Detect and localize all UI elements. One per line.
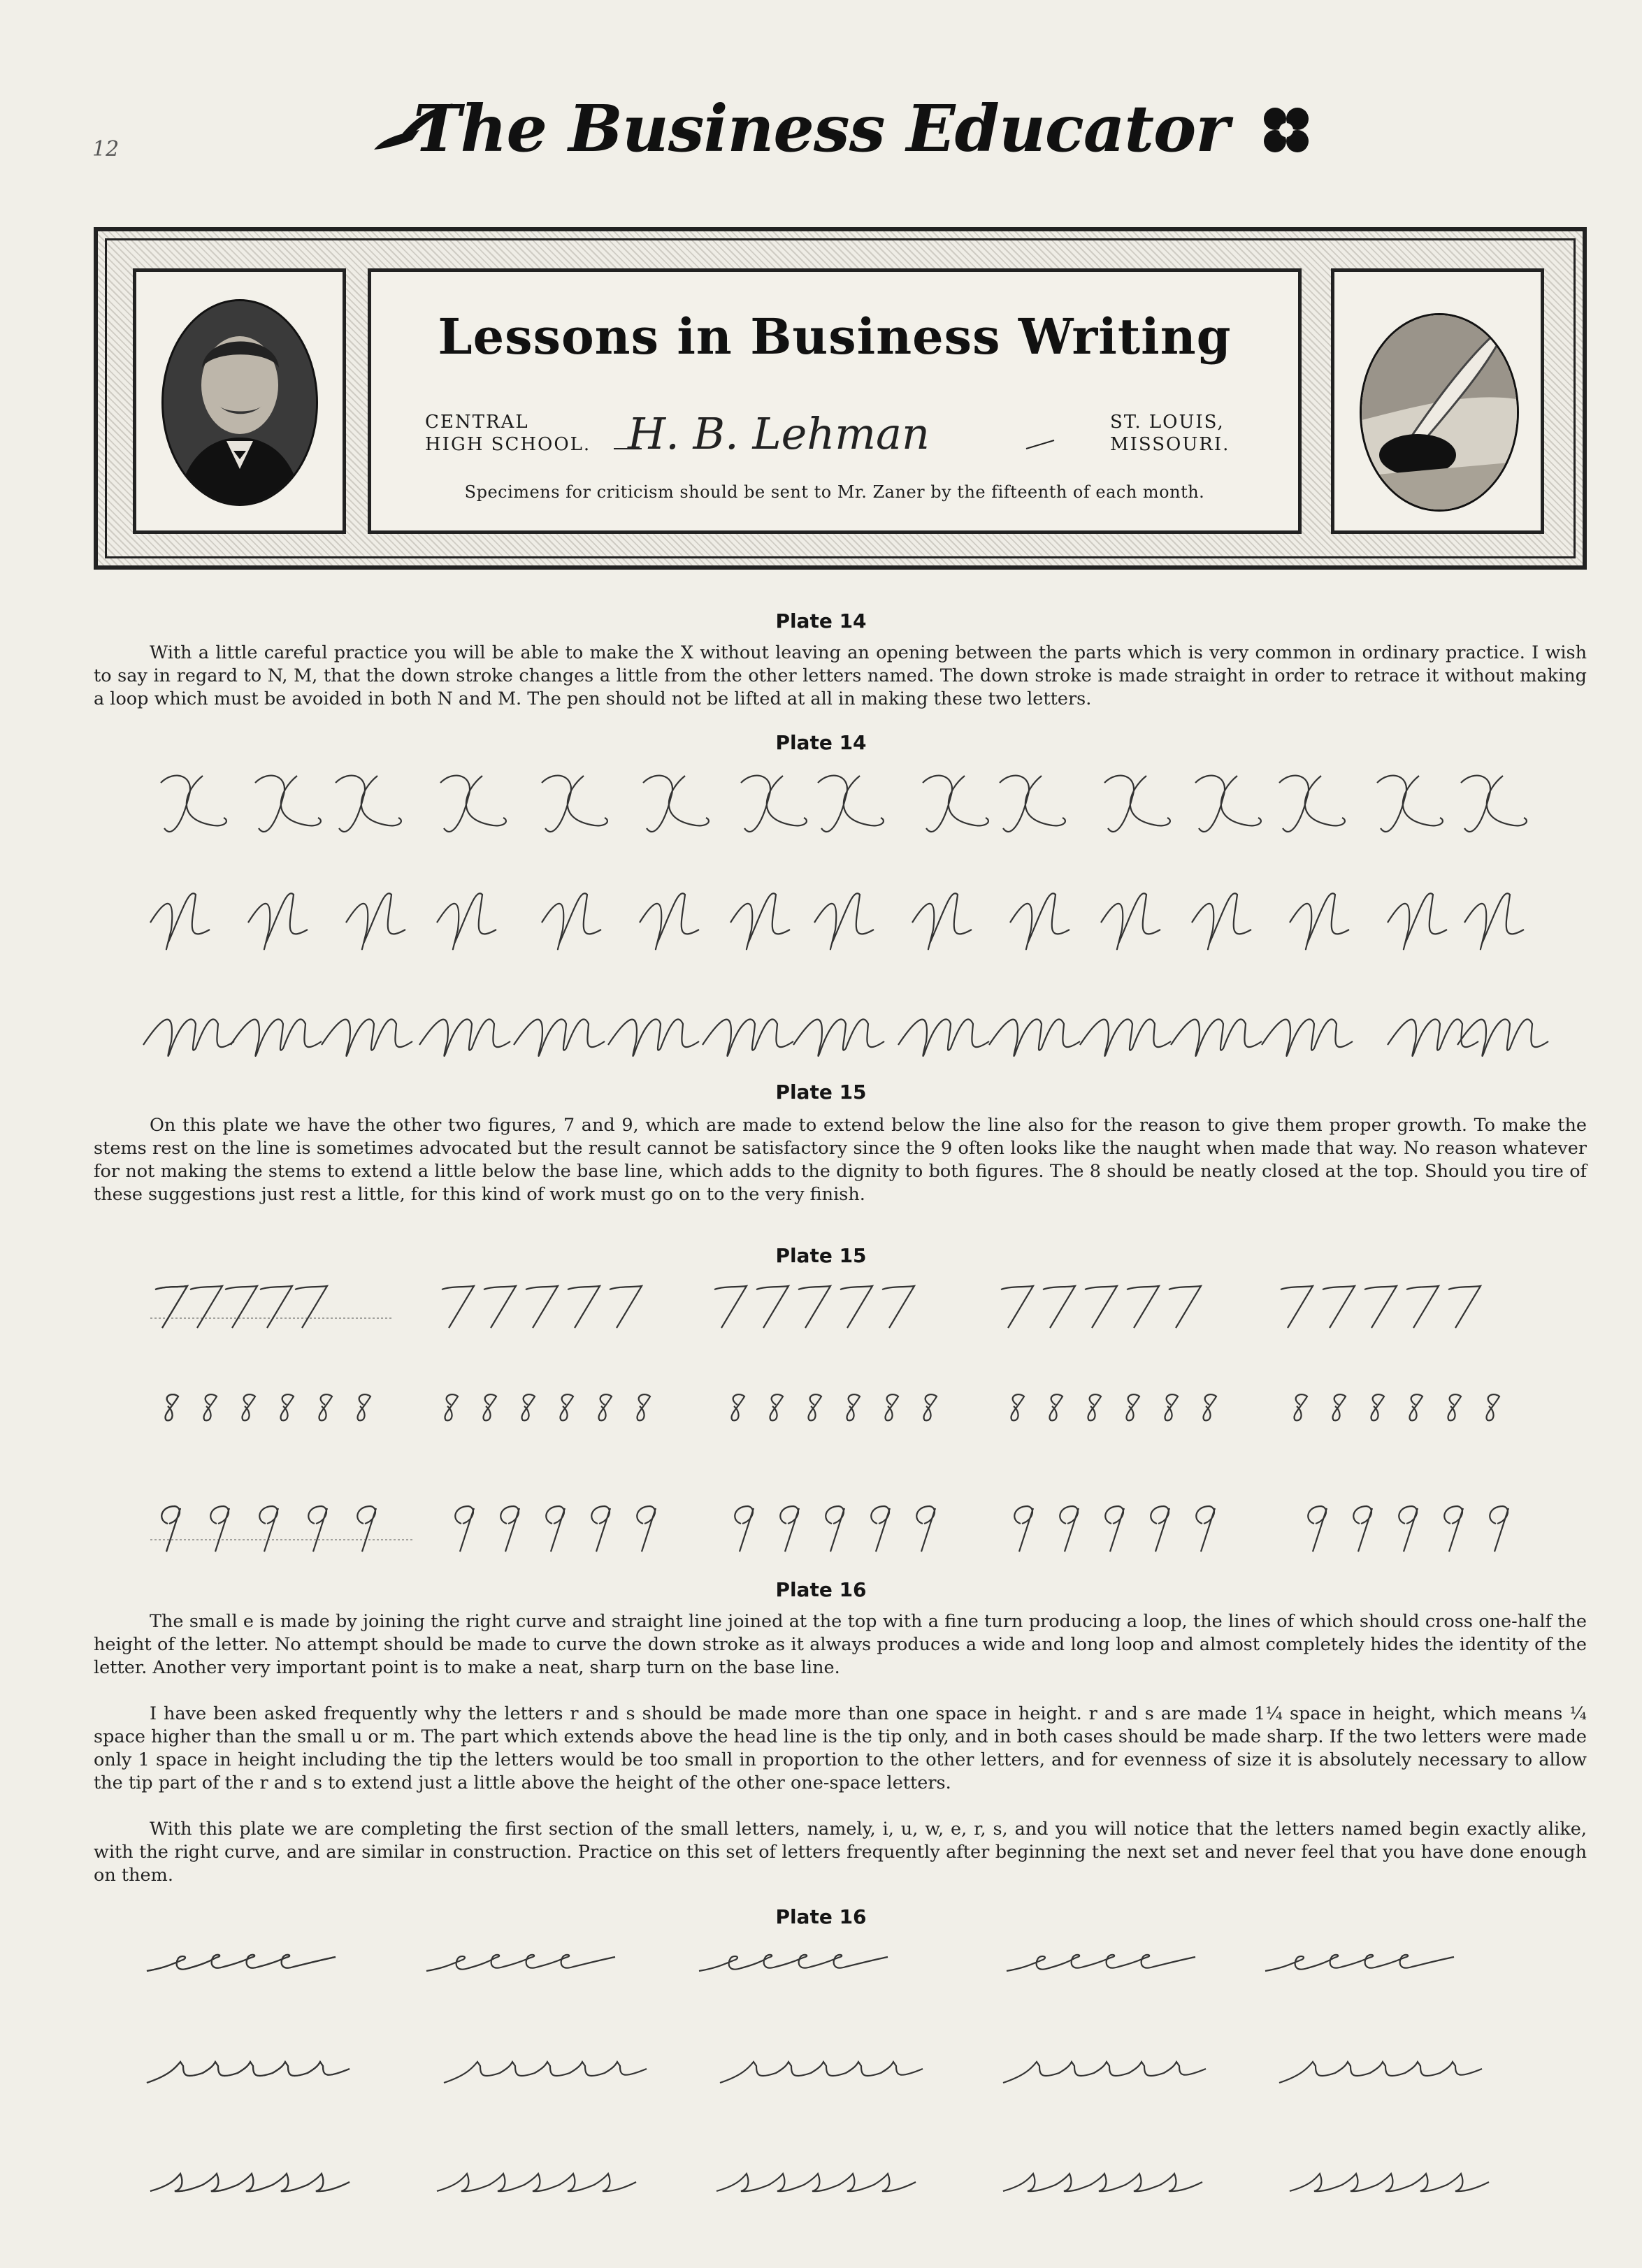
- plate-16-paragraph-2: I have been asked frequently why the letters r and s should be made more than one space in height. r and s are made 1¼ space in height, which means ¼ space higher than the small u or m. The part which extends above the head line is the tip only, and in both cases should be made sharp. If the two letters were made only 1 space in height including the tip the letters would be too small in proportion to the other letters, and for evenness of size it is absolutely necessary to allow the tip part of the r and s to extend just a little above the height of the other one-space letters.: [94, 1703, 1587, 1793]
- plate-15-heading: Plate 15: [775, 1081, 867, 1104]
- plate-16-specimen: [0, 1929, 1642, 2209]
- school-name-line-1: CENTRAL: [425, 412, 529, 433]
- submission-note: Specimens for criticism should be sent to Mr. Zaner by the fifteenth of each month.: [464, 482, 1205, 502]
- plate-14-heading: Plate 14: [775, 609, 867, 633]
- plate-16-specimen-heading: Plate 16: [775, 1905, 867, 1928]
- city-line-1: ST. LOUIS,: [1110, 412, 1225, 433]
- plate-15-specimen: [0, 1272, 1642, 1566]
- plate-14-specimen-heading: Plate 14: [775, 731, 867, 754]
- page-number: 12: [92, 137, 120, 161]
- author-signature: [614, 398, 1061, 478]
- plate-16-paragraph-3: With this plate we are completing the first section of the small letters, namely, i, u, w, e, r, s, and you will notice that the letters named begin exactly alike, with the right curve, and are similar in construction. Practice on this set of letters frequently after beginning the next set and never feel that you have done enough on them.: [94, 1819, 1587, 1886]
- plate-14-text: With a little careful practice you will be able to make the X without leaving an opening between the parts which is very common in ordinary practice. I wish to say in regard to N, M, that the down stroke changes a little from the other letters named. The down stroke is made straight in order to retrace it without making a loop which must be avoided in both N and M. The pen should not be lifted at all in making these two letters.: [94, 642, 1587, 709]
- plate-16-heading: Plate 16: [775, 1578, 867, 1601]
- city-line-2: MISSOURI.: [1110, 434, 1230, 455]
- plate-15-specimen-heading: Plate 15: [775, 1244, 867, 1267]
- inkwell-quill-image: [1360, 313, 1519, 512]
- plate-14-specimen: [0, 762, 1642, 1069]
- masthead-title: The Business Educator: [413, 91, 1229, 166]
- school-name-line-2: HIGH SCHOOL.: [425, 434, 591, 455]
- ornament-icon: [1258, 102, 1314, 158]
- plate-16-paragraph-1: The small e is made by joining the right curve and straight line joined at the top with a fine turn producing a loop, the lines of which should cross one-half the height of the letter. No attempt should be made to curve the down stroke as it always produces a wide and long loop and almost completely hides the identity of the letter. Another very important point is to make a neat, sharp turn on the base line.: [94, 1611, 1587, 1678]
- column-title: Lessons in Business Writing: [438, 308, 1232, 366]
- svg-text:H. B. Lehman: H. B. Lehman: [628, 408, 930, 459]
- plate-15-text: On this plate we have the other two figures, 7 and 9, which are made to extend below the line also for the reason to give them proper growth. To make the stems rest on the line is sometimes advocated but the result cannot be satisfactory since the 9 often looks like the naught when made that way. No reason whatever for not making the stems to extend a little below the base line, which adds to the dignity to both figures. The 8 should be neatly closed at the top. Should you tire of these suggestions just rest a little, for this kind of work must go on to the very finish.: [94, 1115, 1587, 1205]
- portrait-image: [161, 299, 318, 506]
